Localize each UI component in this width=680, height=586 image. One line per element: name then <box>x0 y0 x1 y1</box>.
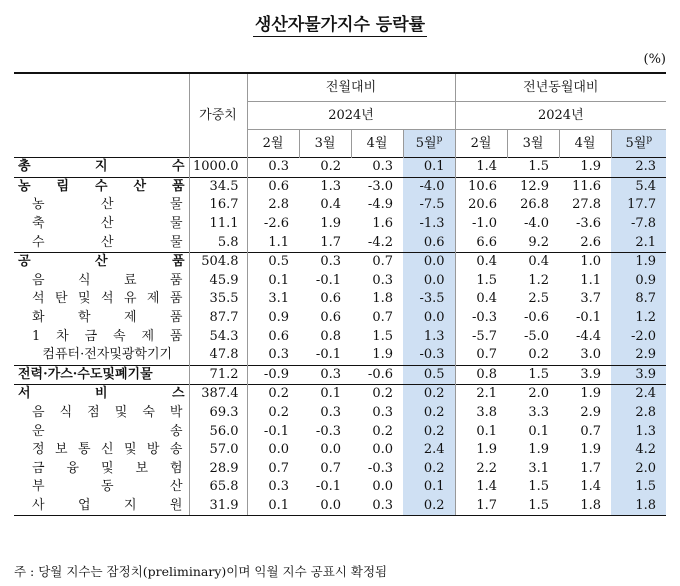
weight-cell: 69.3 <box>189 404 247 423</box>
mom-cell: 1.3 <box>403 327 455 346</box>
mom-cell: 0.6 <box>403 233 455 252</box>
row-label: 금 융 및 보 험 <box>32 460 183 476</box>
yoy-cell: -0.1 <box>575 310 602 326</box>
yoy-cell: 1.5 <box>455 272 507 291</box>
row-label: 사 업 지 원 <box>14 497 189 516</box>
mom-cell: 0.1 <box>299 385 351 404</box>
month-label: 5월 <box>625 136 647 151</box>
mom-cell: -3.0 <box>351 177 403 196</box>
mom-cell: 0.3 <box>247 158 299 178</box>
yoy-cell: 1.2 <box>528 272 550 288</box>
yoy-cell: 3.9 <box>611 365 666 385</box>
mom-cell: 0.2 <box>247 404 299 423</box>
weight-cell: 387.4 <box>189 385 247 404</box>
header-mom-month <box>299 130 351 158</box>
yoy-cell: 5.4 <box>611 177 666 196</box>
row-label: 음 식 점 및 숙 박 <box>32 405 183 421</box>
weight-cell: 71.2 <box>189 365 247 385</box>
mom-cell: 0.6 <box>247 177 299 196</box>
mom-cell: -2.6 <box>247 215 299 234</box>
price-index-table <box>14 72 666 516</box>
yoy-cell: 2.3 <box>611 158 666 178</box>
yoy-cell: 2.8 <box>611 404 666 423</box>
yoy-cell: 0.4 <box>507 252 559 271</box>
footnote: 주 : 당월 지수는 잠정치(preliminary)이며 익월 지수 공표시 확정됨 <box>14 564 388 579</box>
yoy-cell: 0.2 <box>528 347 550 363</box>
header-yoy-year: 2024년 <box>455 102 666 130</box>
header-yoy-month <box>507 130 559 158</box>
mom-cell: 0.7 <box>351 252 403 271</box>
month-label: 4월 <box>366 136 388 151</box>
header-yoy-month <box>559 130 611 158</box>
mom-cell: 0.2 <box>403 404 455 423</box>
weight-cell: 35.5 <box>189 290 247 309</box>
yoy-cell: 2.2 <box>455 460 507 479</box>
weight-cell: 87.7 <box>189 309 247 328</box>
yoy-cell: 0.7 <box>455 346 507 365</box>
table-row <box>14 385 666 404</box>
mom-cell: 0.5 <box>247 252 299 271</box>
yoy-cell: -5.0 <box>523 328 550 344</box>
mom-cell: 0.3 <box>372 272 393 288</box>
yoy-cell: -0.3 <box>455 309 507 328</box>
table-row <box>14 215 666 234</box>
row-label: 석 탄 및 석 유 제 품 <box>32 291 183 307</box>
mom-cell: 0.7 <box>372 310 393 326</box>
mom-cell: 0.3 <box>351 497 403 516</box>
mom-cell: 0.2 <box>403 385 455 404</box>
mom-cell: -0.3 <box>403 346 455 365</box>
mom-cell: 3.1 <box>247 290 299 309</box>
yoy-cell: 3.9 <box>559 365 611 385</box>
yoy-cell: 8.7 <box>611 290 666 309</box>
table-row <box>14 309 666 328</box>
weight-cell: 65.8 <box>189 478 247 497</box>
table-row <box>14 422 666 441</box>
table-row <box>14 290 666 309</box>
yoy-cell: 17.7 <box>611 196 666 215</box>
table-row <box>14 478 666 497</box>
yoy-cell: 1.5 <box>507 158 559 178</box>
weight-cell: 57.0 <box>189 441 247 460</box>
weight-cell: 16.7 <box>189 196 247 215</box>
yoy-cell: 4.2 <box>611 441 666 460</box>
table-row <box>14 441 666 460</box>
yoy-cell: 1.4 <box>580 479 602 495</box>
yoy-cell: -4.4 <box>575 328 602 344</box>
mom-cell: 0.2 <box>299 158 351 178</box>
mom-cell: 0.3 <box>320 405 341 421</box>
yoy-cell: 0.9 <box>611 272 666 291</box>
yoy-cell: 1.7 <box>580 460 602 476</box>
yoy-cell: 2.1 <box>611 233 666 252</box>
row-label: 화 학 제 품 <box>32 310 183 326</box>
header-yoy-month <box>455 130 507 158</box>
yoy-cell: -7.8 <box>611 215 666 234</box>
table-row <box>14 346 666 365</box>
yoy-cell: 1.9 <box>528 442 550 458</box>
mom-cell: 2.4 <box>403 441 455 460</box>
mom-cell: 1.1 <box>247 233 299 252</box>
mom-cell: 0.4 <box>320 197 341 213</box>
yoy-cell: 2.9 <box>580 405 602 421</box>
mom-cell: -4.0 <box>403 177 455 196</box>
yoy-cell: 2.0 <box>507 385 559 404</box>
yoy-cell: 1.9 <box>580 442 602 458</box>
header-mom-month <box>403 130 455 158</box>
weight-cell: 54.3 <box>189 327 247 346</box>
mom-cell: 0.0 <box>372 479 393 495</box>
mom-cell: -3.5 <box>403 290 455 309</box>
yoy-cell: 3.0 <box>580 347 602 363</box>
mom-cell: -4.2 <box>367 234 393 250</box>
weight-cell: 56.0 <box>189 422 247 441</box>
yoy-cell: 1.9 <box>559 385 611 404</box>
yoy-cell: 1.7 <box>455 497 507 516</box>
yoy-cell: 20.6 <box>455 196 507 215</box>
month-label: 2월 <box>470 136 492 151</box>
mom-cell: -4.9 <box>367 197 393 213</box>
mom-cell: 1.9 <box>320 216 341 232</box>
mom-cell: -0.9 <box>247 365 299 385</box>
mom-cell: 0.6 <box>320 291 341 307</box>
mom-cell: -7.5 <box>403 196 455 215</box>
yoy-cell: 1.0 <box>559 252 611 271</box>
yoy-cell: 2.0 <box>611 460 666 479</box>
yoy-cell: 0.4 <box>455 290 507 309</box>
mom-cell: 0.3 <box>299 365 351 385</box>
row-label: 부 동 산 <box>32 479 183 495</box>
row-label: 컴퓨터·전자및광학기기 <box>42 347 173 363</box>
mom-cell: 0.1 <box>403 478 455 497</box>
row-label: 전력·가스·수도및폐기물 <box>14 365 189 385</box>
row-label: 총 지 수 <box>14 158 189 178</box>
yoy-cell: 0.4 <box>455 252 507 271</box>
yoy-cell: 1.9 <box>559 158 611 178</box>
yoy-cell: -1.0 <box>455 215 507 234</box>
weight-cell: 28.9 <box>189 460 247 479</box>
header-mom: 전월대비 <box>247 73 455 102</box>
mom-cell: 1.6 <box>372 216 393 232</box>
yoy-cell: 1.9 <box>455 441 507 460</box>
mom-cell: 0.2 <box>403 497 455 516</box>
yoy-cell: 10.6 <box>455 177 507 196</box>
table-row <box>14 177 666 196</box>
yoy-cell: 1.9 <box>611 252 666 271</box>
row-label: 1 차 금 속 제 품 <box>32 328 183 344</box>
mom-cell: 0.2 <box>403 422 455 441</box>
weight-cell: 45.9 <box>189 272 247 291</box>
table-row <box>14 365 666 385</box>
unit-label: (%) <box>643 52 666 67</box>
mom-cell: 0.1 <box>403 158 455 178</box>
month-label: 5월 <box>415 136 437 151</box>
mom-cell: -0.1 <box>315 479 341 495</box>
table-row <box>14 497 666 516</box>
mom-cell: 0.1 <box>247 272 299 291</box>
yoy-cell: 2.1 <box>455 385 507 404</box>
month-label: 3월 <box>522 136 544 151</box>
header-mom-month <box>351 130 403 158</box>
yoy-cell: 1.5 <box>611 478 666 497</box>
mom-cell: 0.9 <box>247 309 299 328</box>
yoy-cell: 27.8 <box>572 197 602 213</box>
table-title: 생산자물가지수 등락률 <box>254 15 426 35</box>
mom-cell: -0.1 <box>247 422 299 441</box>
yoy-cell: 0.7 <box>580 423 602 439</box>
month-label: 3월 <box>314 136 336 151</box>
yoy-cell: 1.4 <box>455 158 507 178</box>
yoy-cell: 1.3 <box>611 422 666 441</box>
mom-cell: 0.0 <box>247 441 299 460</box>
mom-cell: 1.3 <box>299 177 351 196</box>
mom-cell: 0.2 <box>351 385 403 404</box>
weight-cell: 504.8 <box>189 252 247 271</box>
yoy-cell: 3.7 <box>580 291 602 307</box>
yoy-cell: -4.0 <box>523 216 550 232</box>
mom-cell: 0.0 <box>299 497 351 516</box>
yoy-cell: 1.5 <box>507 497 559 516</box>
yoy-cell: 2.5 <box>528 291 550 307</box>
table-row <box>14 158 666 178</box>
header-mom-month <box>247 130 299 158</box>
yoy-cell: 1.1 <box>580 272 602 288</box>
yoy-cell: 3.1 <box>528 460 550 476</box>
mom-cell: 0.0 <box>320 442 341 458</box>
mom-cell: 0.6 <box>320 310 341 326</box>
yoy-cell: 2.9 <box>611 346 666 365</box>
yoy-cell: 1.2 <box>611 309 666 328</box>
mom-cell: -0.1 <box>315 272 341 288</box>
header-yoy-month <box>611 130 666 158</box>
mom-cell: -1.3 <box>403 215 455 234</box>
yoy-cell: 0.1 <box>528 423 550 439</box>
weight-cell: 5.8 <box>189 233 247 252</box>
yoy-cell: 1.8 <box>611 497 666 516</box>
mom-cell: -0.6 <box>351 365 403 385</box>
header-weight: 가중치 <box>189 73 247 158</box>
row-label: 공 산 품 <box>14 252 189 271</box>
mom-cell: 0.2 <box>247 385 299 404</box>
yoy-cell: 9.2 <box>528 234 550 250</box>
table-row <box>14 233 666 252</box>
month-label: 2월 <box>262 136 284 151</box>
yoy-cell: 0.8 <box>455 365 507 385</box>
yoy-cell: 6.6 <box>455 233 507 252</box>
table-row <box>14 272 666 291</box>
mom-cell: 1.9 <box>372 347 393 363</box>
table-row <box>14 252 666 271</box>
row-label: 수 산 물 <box>32 234 183 250</box>
mom-cell: 0.2 <box>372 423 393 439</box>
yoy-cell: -3.6 <box>575 216 602 232</box>
yoy-cell: 1.4 <box>455 478 507 497</box>
mom-cell: 1.5 <box>372 328 393 344</box>
mom-cell: 0.3 <box>247 346 299 365</box>
weight-cell: 31.9 <box>189 497 247 516</box>
mom-cell: 0.1 <box>247 497 299 516</box>
yoy-cell: 2.6 <box>580 234 602 250</box>
mom-cell: 1.8 <box>372 291 393 307</box>
weight-cell: 47.8 <box>189 346 247 365</box>
yoy-cell: 1.5 <box>507 365 559 385</box>
mom-cell: 0.6 <box>247 327 299 346</box>
yoy-cell: 2.4 <box>611 385 666 404</box>
yoy-cell: 3.8 <box>455 404 507 423</box>
mom-cell: -0.3 <box>315 423 341 439</box>
row-label: 농 림 수 산 품 <box>14 177 189 196</box>
table-row <box>14 327 666 346</box>
mom-cell: 0.3 <box>247 478 299 497</box>
preliminary-mark: p <box>646 134 653 145</box>
mom-cell: 0.0 <box>403 272 455 291</box>
yoy-cell: 12.9 <box>507 177 559 196</box>
weight-cell: 1000.0 <box>189 158 247 178</box>
mom-cell: 0.8 <box>320 328 341 344</box>
row-label: 음 식 료 품 <box>32 272 183 288</box>
mom-cell: 0.0 <box>372 442 393 458</box>
yoy-cell: 3.3 <box>528 405 550 421</box>
yoy-cell: 1.5 <box>528 479 550 495</box>
weight-cell: 11.1 <box>189 215 247 234</box>
mom-cell: -0.3 <box>367 460 393 476</box>
table-row <box>14 196 666 215</box>
row-label: 운 송 <box>32 423 183 439</box>
header-mom-year: 2024년 <box>247 102 455 130</box>
yoy-cell: 26.8 <box>520 197 550 213</box>
mom-cell: 0.5 <box>403 365 455 385</box>
row-label: 서 비 스 <box>14 385 189 404</box>
row-label: 정 보 통 신 및 방 송 <box>32 442 183 458</box>
yoy-cell: 1.8 <box>559 497 611 516</box>
preliminary-mark: p <box>436 134 443 145</box>
mom-cell: 0.7 <box>320 460 341 476</box>
weight-cell: 34.5 <box>189 177 247 196</box>
header-category-blank <box>14 73 189 158</box>
mom-cell: 0.0 <box>403 309 455 328</box>
yoy-cell: -2.0 <box>611 327 666 346</box>
month-label: 4월 <box>574 136 596 151</box>
mom-cell: 0.7 <box>247 460 299 479</box>
mom-cell: 1.7 <box>320 234 341 250</box>
mom-cell: 2.8 <box>247 196 299 215</box>
mom-cell: 0.3 <box>372 405 393 421</box>
table-row <box>14 404 666 423</box>
yoy-cell: 11.6 <box>559 177 611 196</box>
yoy-cell: -5.7 <box>455 327 507 346</box>
mom-cell: 0.0 <box>403 252 455 271</box>
row-label: 축 산 물 <box>32 216 183 232</box>
row-label: 농 산 물 <box>32 197 183 213</box>
yoy-cell: -0.6 <box>523 310 550 326</box>
table-row <box>14 460 666 479</box>
mom-cell: 0.2 <box>403 460 455 479</box>
mom-cell: 0.3 <box>351 158 403 178</box>
mom-cell: 0.3 <box>299 252 351 271</box>
yoy-cell: 0.1 <box>455 422 507 441</box>
mom-cell: -0.1 <box>315 347 341 363</box>
header-yoy: 전년동월대비 <box>455 73 666 102</box>
